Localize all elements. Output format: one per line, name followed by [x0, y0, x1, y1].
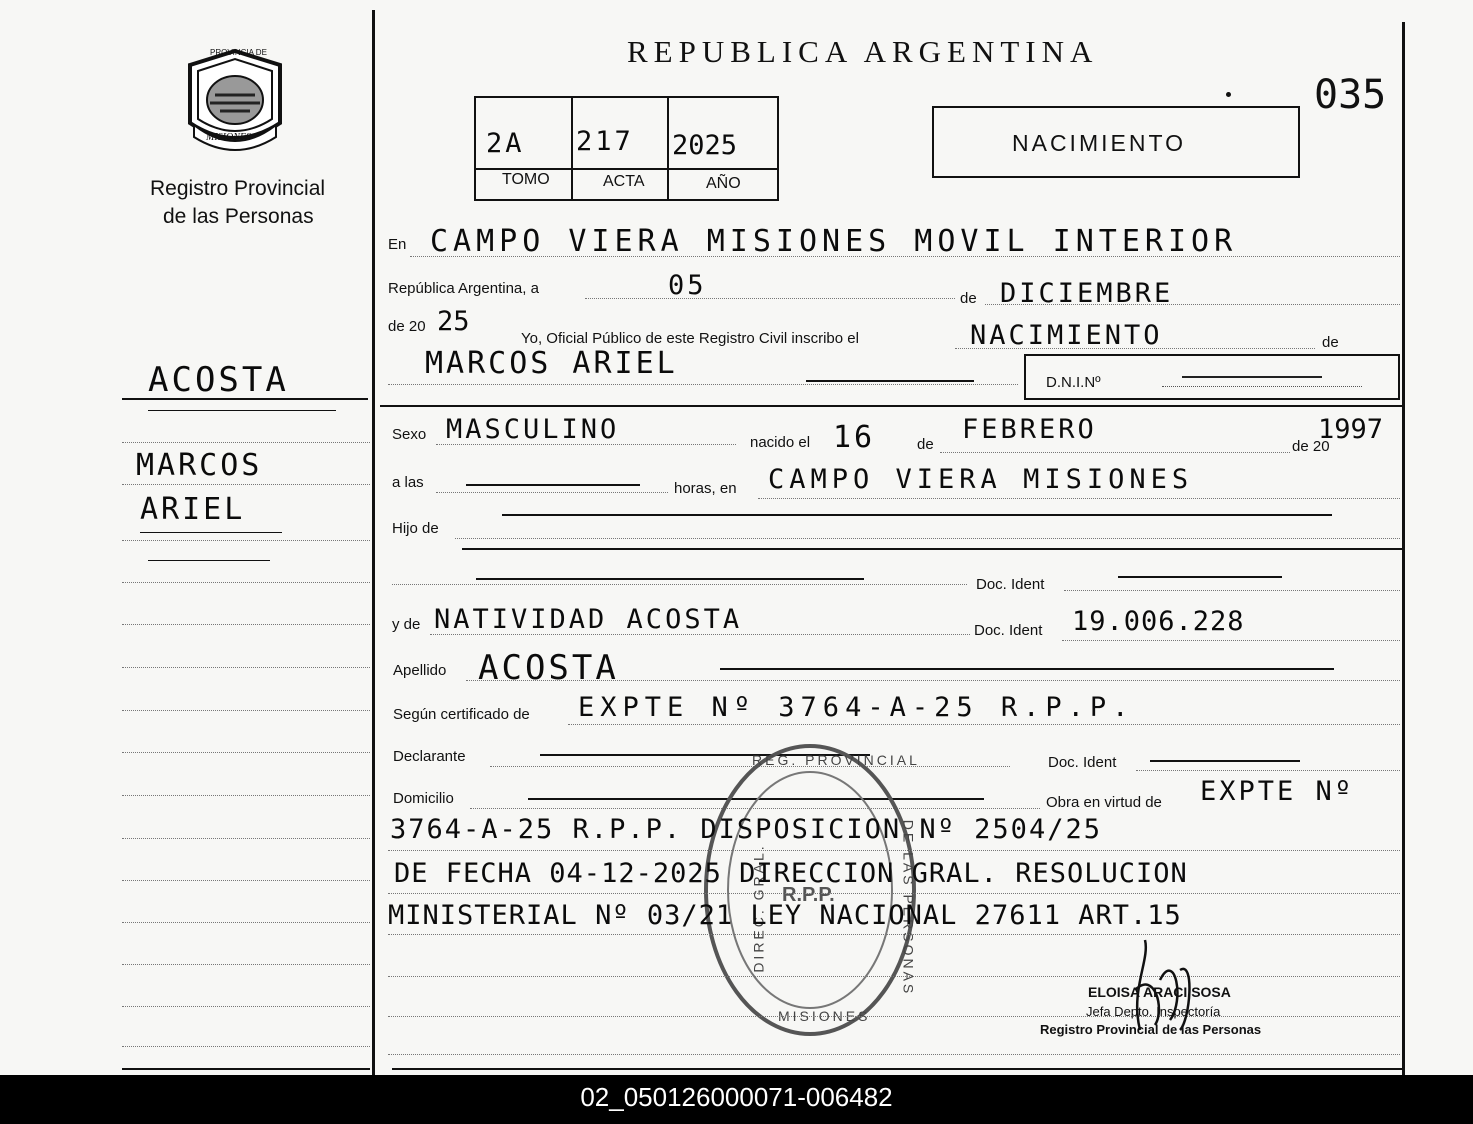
doc-ident-label-3: Doc. Ident — [1048, 754, 1117, 771]
en-value: CAMPO VIERA MISIONES MOVIL INTERIOR — [430, 224, 1238, 259]
day-value: 05 — [668, 270, 707, 301]
page-number: 035 — [1314, 72, 1387, 118]
ano-value: 2025 — [672, 130, 738, 161]
tomo-value: 2A — [486, 128, 525, 159]
obra-value: EXPTE Nº — [1200, 776, 1355, 807]
act-type-box — [932, 106, 1300, 178]
acta-value: 217 — [576, 126, 634, 157]
apellido-value: ACOSTA — [478, 648, 619, 688]
sexo-label: Sexo — [392, 426, 427, 443]
file-id-bar — [0, 1075, 1473, 1124]
stamp-text-bottom: MISIONES — [778, 1008, 871, 1024]
segun-value: EXPTE Nº 3764-A-25 R.P.P. — [578, 692, 1135, 723]
signatory-name: ELOISA ARACI SOSA — [1088, 984, 1231, 1000]
de-label-1: de — [960, 290, 977, 307]
left-column-divider — [372, 10, 375, 1075]
ano-label: AÑO — [706, 175, 741, 192]
acta-label: ACTA — [603, 173, 645, 190]
apellido-label: Apellido — [393, 662, 447, 679]
registry-name-line2: de las Personas — [163, 205, 314, 228]
note-line-2: DE FECHA 04-12-2025 DIRECCION GRAL. RESOLUCION — [394, 858, 1188, 889]
registry-name-line1: Registro Provincial — [150, 177, 326, 200]
doc-ident-label-2: Doc. Ident — [974, 622, 1043, 639]
seal-text-top: PROVINCIA DE — [210, 48, 267, 57]
stamp-text-left: DIREC. GRAL. — [750, 843, 767, 973]
birth-day-value: 16 — [833, 420, 876, 455]
seal-text-bottom: MISIONES — [206, 132, 251, 143]
declarante-label: Declarante — [393, 748, 466, 765]
margin-given-name-2: ARIEL — [140, 492, 246, 527]
birth-place-value: CAMPO VIERA MISIONES — [768, 464, 1194, 495]
birth-month-value: FEBRERO — [962, 414, 1097, 445]
segun-label: Según certificado de — [393, 706, 530, 723]
horas-label: horas, en — [674, 480, 737, 497]
sexo-value: MASCULINO — [446, 414, 620, 445]
obra-label: Obra en virtud de — [1046, 794, 1162, 811]
tomo-label: TOMO — [502, 171, 550, 188]
signatory-title: Jefa Depto. Inspectoría — [1086, 1004, 1221, 1019]
a-las-label: a las — [392, 474, 424, 491]
file-id-text: 02_050126000071-006482 — [580, 1082, 893, 1112]
domicilio-label: Domicilio — [393, 790, 454, 807]
dni-label: D.N.I.Nº — [1046, 374, 1101, 391]
ink-dot — [1226, 92, 1231, 97]
signatory-office: Registro Provincial de las Personas — [1040, 1022, 1262, 1037]
doc-ident-label-1: Doc. Ident — [976, 576, 1045, 593]
year-prefix-label: de 20 — [388, 318, 426, 335]
birth-year-value: 1997 — [1318, 414, 1384, 445]
official-text: Yo, Oficial Público de este Registro Civil inscribo el — [521, 330, 859, 347]
hijo-label: Hijo de — [392, 520, 439, 537]
year-value: 25 — [437, 306, 470, 337]
nacido-label: nacido el — [750, 434, 811, 451]
de-label-3: de — [917, 436, 934, 453]
mother-doc-value: 19.006.228 — [1072, 606, 1245, 637]
y-de-label: y de — [392, 616, 421, 633]
stamp-text-top: REG. PROVINCIAL — [752, 752, 920, 768]
country-heading: REPUBLICA ARGENTINA — [627, 34, 1099, 69]
stamp-text-right: DE LAS PERSONAS — [900, 819, 917, 997]
month-value: DICIEMBRE — [1000, 278, 1174, 309]
act-type-value: NACIMIENTO — [970, 320, 1163, 351]
de20-label: de 20 — [1292, 438, 1330, 455]
stamp-text-center: R.P.P. — [782, 884, 835, 906]
de-label-2: de — [1322, 334, 1339, 351]
note-line-3: MINISTERIAL Nº 03/21 LEY NACIONAL 27611 ART.15 — [388, 900, 1182, 931]
mother-name-value: NATIVIDAD ACOSTA — [434, 604, 743, 635]
registered-name-value: MARCOS ARIEL — [425, 346, 678, 381]
dni-box — [1024, 354, 1400, 400]
act-type-label: NACIMIENTO — [1012, 130, 1186, 156]
note-line-1: 3764-A-25 R.P.P. DISPOSICION Nº 2504/25 — [390, 814, 1102, 845]
margin-surname: ACOSTA — [148, 360, 289, 400]
record-number-box — [474, 96, 779, 201]
right-frame-border — [1402, 22, 1405, 1075]
en-label: En — [388, 236, 407, 253]
republica-label: República Argentina, a — [388, 280, 539, 297]
margin-given-name-1: MARCOS — [136, 448, 263, 483]
